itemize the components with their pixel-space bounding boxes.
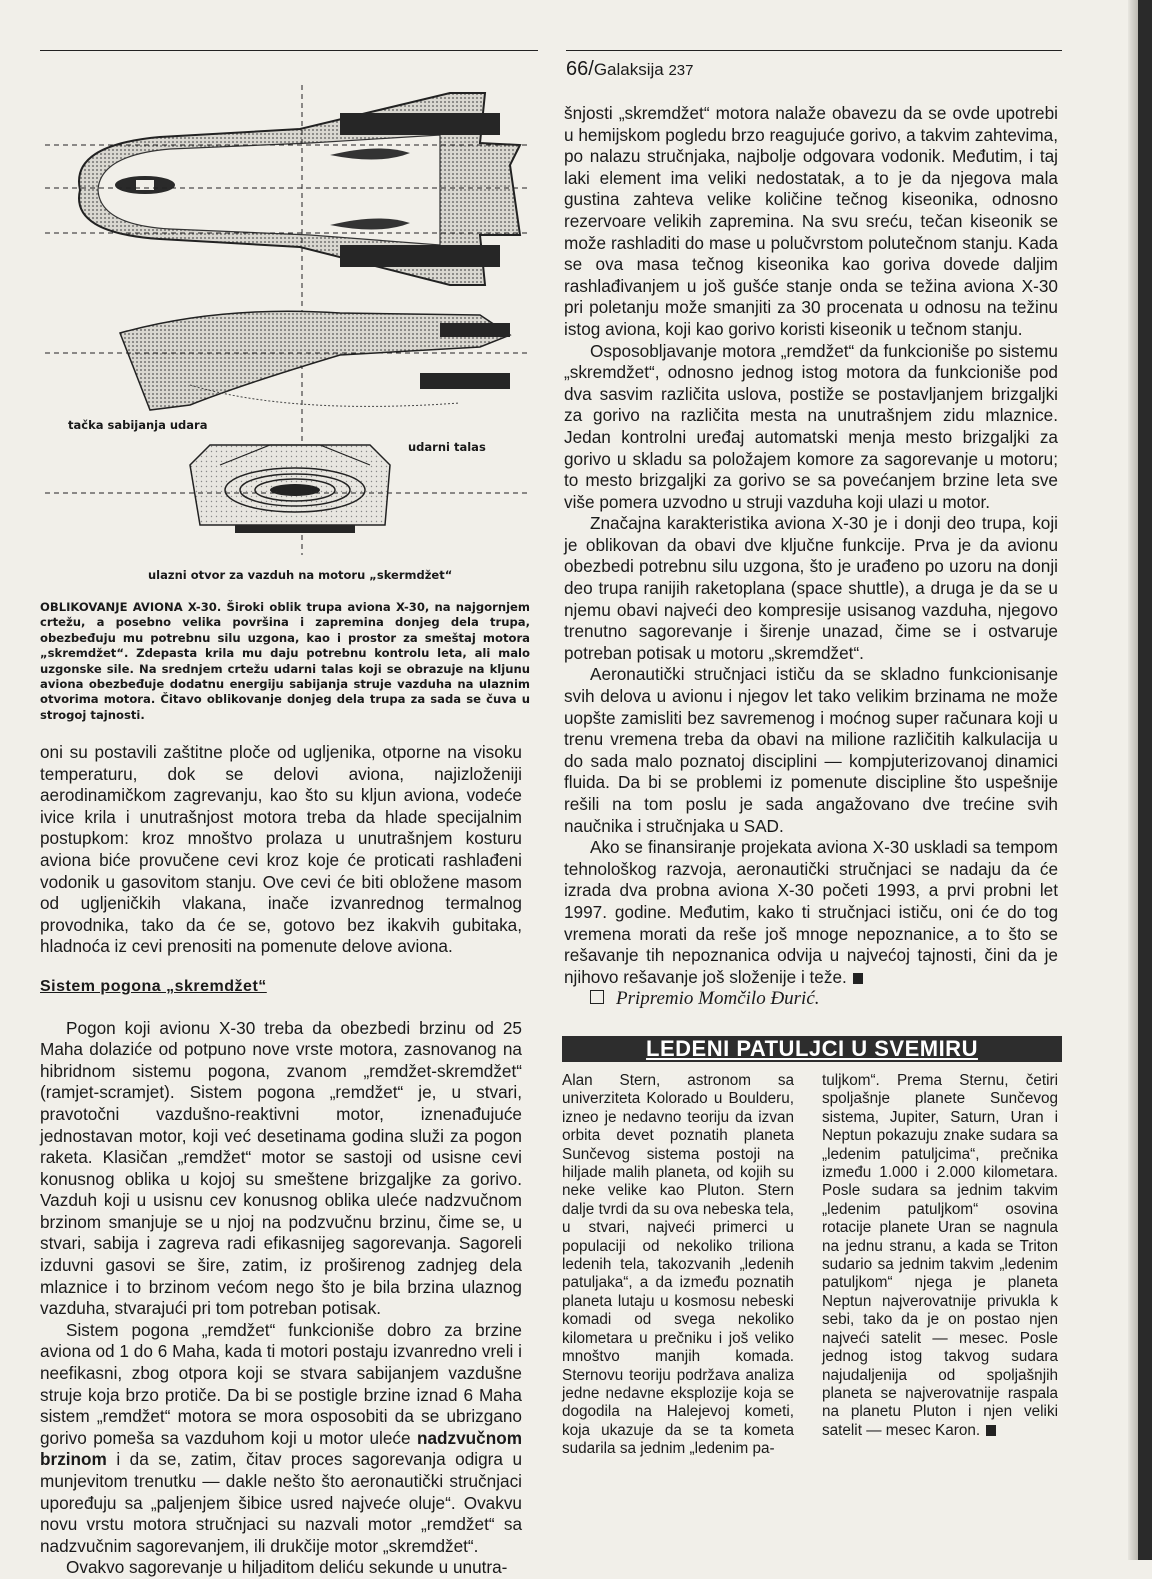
box-column-2: tuljkom“. Prema Sternu, četiri spoljašnje planete Sunčevog sistema, Jupiter, Saturn, Uran i Neptun pokazuju znake sudara sa „ledenim patuljcima“, prečnika između 1.000 i 2.000 kilometara. Posle sudara sa jednim takvim „ledenim patuljkom“ osovina rotacije planete Uran se nagnula na jednu stranu, a kada se Triton sudario sa jednim takvim „ledenim patuljkom“ njega je planeta Neptun najverovatnije privukla k sebi, tako da je on postao njen najveći satelit — mesec. Posle jednog istog takvog sudara najudaljenija od spoljašnjih planeta se najverovatnije raspala na planetu Pluton i njen veliki satelit — mesec Karon. xyxy=(822,1072,1058,1439)
page-header xyxy=(566,58,694,81)
magazine-name: Galaksija xyxy=(593,60,664,79)
paragraph: Značajna karakteristika aviona X-30 je i donji deo trupa, koji je oblikovan da obavi dve ključne funkcije. Prva je da avionu obezbedi potrebnu silu uzgona, što je urađeno po uzoru na donji deo trupa ranijih raketoplana (space shuttle), a druga je da se u njemu obavi najveći deo kompresije usisanog vazduha, njegovo trenutno sagorevanje i širenje unazad, čime se i ostvaruje potreban potisak u motoru „skremdžet“. xyxy=(564,513,1058,663)
page-number: 66/ xyxy=(566,58,594,80)
section-heading: Sistem pogona „skremdžet“ xyxy=(40,977,267,995)
paragraph: Ovakvo sagorevanje u hiljaditom deliću sekunde u unutra- xyxy=(66,1557,508,1578)
label-shock-wave: udarni talas xyxy=(408,440,486,454)
aircraft-figure xyxy=(40,85,530,585)
right-column xyxy=(564,103,1058,1010)
paragraph: šnjosti „skremdžet“ motora nalaže obavezu da se ovde upotrebi u hemijskom pogledu brzo reagujuće gorivo, a takvim zahtevima, po nalazu stručnjaka, najbolje odgovara vodonik. Međutim, i taj laki element ima veliki nedostatak, a to je da njegova mala gustina zahteva velike količine tečnog kiseonika, odnosno rezervoare velikih zapremina. Na svu sreću, tečan kiseonik se može rashladiti do mase u polučvrstom polutečnom stanju. Kada se ova masa tečnog kiseonika kao goriva dovede daljim rashlađivanjem u još gušće stanje onda se težina aviona X-30 pri poletanju može smanjiti za 30 procenata u odnosu na težinu istog aviona, koji kao gorivo koristi kiseonik u tečnom stanju. xyxy=(564,103,1058,339)
left-column xyxy=(40,742,522,1579)
paragraph: oni su postavili zaštitne ploče od ugljenika, otporne na visoku temperaturu, dok se delovi aviona, najizloženiji aerodinamičkom zagrevanju, kao što su kljun aviona, vodeće ivice krila i unutrašnjost motora treba da hlade specijalnim postupkom: kroz mnoštvo prolaza u unutrašnjem kosturu aviona biće provučene cevi kroz koje će proticati rashlađeni vodonik u gasovitom stanju. Ove cevi će biti obložene masom od ugljeničkih vlakana, inače izvanrednog termalnog provodnika, tako da će se, gotovo bez ikakvih gubitaka, hladnoća iz cevi prenositi na pomenute delove aviona. xyxy=(40,742,522,957)
box-column-1: Alan Stern, astronom sa univerziteta Kolorado u Boulderu, izneo je nedavno teoriju da izvan orbita devet poznatih planeta Sunčevog sistema postoji na hiljade malih planeta, od kojih su neke velike kao Pluton. Stern dalje tvrdi da su ova nebeska tela, u stvari, najveći primerci u populaciji od nekoliko triliona ledenih tela, takozvanih „ledenih patuljaka“, a da između poznatih planeta lutaju u kosmosu nebeski komadi od svega nekoliko kilometara u prečniku i još veliko mnoštvo manjih komada. Sternovu teoriju podržava analiza jedne nedavne eksplozije koja se dogodila na Halejevoj kometi, koja ukazuje da se ta kometa sudarila sa jednim „ledenim pa- xyxy=(562,1072,794,1458)
label-compression-point: tačka sabijanja udara xyxy=(68,418,208,432)
paragraph: Osposobljavanje motora „remdžet“ da funkcioniše po sistemu „skremdžet“, odnosno jednog istog motora da funkcioniše pod dva sasvim različita uslova, postiže se postavljanjem brizgaljki za gorivo na različita mesta na unutrašnjem zidu mlaznice. Jedan kontrolni uređaj automatski menja mesto brizgaljki za gorivo u skladu sa položajem komore za sagorevanje u motoru; to mesto brizgaljki za gorivo se sa povećanjem brzine leta sve više pomera uzvodno u struji vazduha koji ulazi u motor. xyxy=(564,340,1058,512)
paragraph: Pogon koji avionu X-30 treba da obezbedi brzinu od 25 Maha dolaziće od potpuno nove vrste motora, zasnovanog na hibridnom sistemu pogona, zvanom „remdžet-skremdžet“ (ramjet-scramjet). Sistem pogona „remdžet“ je, u stvari, pravotočni vazdušno-reaktivni motor, iznenađujuće jednostavan motor, koji već desetinama godina služi za pogon raketa. Klasičan „remdžet“ motor se sastoji od usisne cevi konusnog oblika u kojoj su smeštene brizgaljke za gorivo. Vazduh koji u usisnu cev konusnog oblika uleće nadzvučnom brzinom smanjuje se u njoj na podzvučnu brzinu, čime se, u stvari, sabija i zagreva radi efikasnijeg sagorevanja. Sagoreli izduvni gasovi se šire, zatim, iz proširenog zadnjeg dela mlaznice i to brzinom većom nego što je bila brzina ulaznog vazduha, stvarajući pri tom potreban potisak. xyxy=(40,1017,522,1319)
top-rule-left xyxy=(40,50,538,51)
figure-caption: OBLIKOVANJE AVIONA X-30. Široki oblik trupa aviona X-30, na najgornjem crtežu, a posebno velika površina i zapremina donjeg dela trupa, obezbeđuju mu potrebnu silu uzgona, kao i prostor za smeštaj motora „skremdžet“. Zdepasta krila mu daju potrebnu kontrolu leta, ali malo uzgonske sile. Na srednjem crtežu udarni talas koji se obrazuje na kljunu aviona obezbeđuje dodatnu energiju sabijanja struje vazduha na ulaznim otvorima motora. Čitavo oblikovanje donjeg dela trupa za sada se čuva u strogoj tajnosti. xyxy=(40,600,530,722)
box-icon xyxy=(590,990,604,1004)
end-mark-icon xyxy=(986,1425,996,1436)
label-air-inlet: ulazni otvor za vazduh na motoru „skermdžet“ xyxy=(148,568,453,582)
emphasized-text: nadzvučnom brzinom xyxy=(40,1427,522,1470)
end-mark-icon xyxy=(853,973,863,984)
byline: Pripremio Momčilo Đurić. xyxy=(564,988,1058,1010)
paragraph: Aeronautički stručnjaci ističu da se skladno funkcionisanje svih delova u avionu i njegov let tako velikim brzinama ne može uopšte zamisliti bez savremenog i moćnog super računara koji u trenu vremena treba da obavi na milione različitih kalkulacija u do sada malo poznatoj disciplini — kompjuterizovanoj dinamici fluida. Da bi se problemi iz pomenute discipline što uspešnije rešili na tom poslu je sada angažovano dve trećine svih naučnika i stručnjaka u SAD. xyxy=(564,664,1058,836)
sidebar-box-title: LEDENI PATULJCI U SVEMIRU xyxy=(562,1036,1062,1062)
page-edge-shadow xyxy=(1128,0,1138,1560)
page-edge xyxy=(1138,0,1152,1560)
issue-number: 237 xyxy=(668,62,694,79)
paragraph: Ako se finansiranje projekata aviona X-30 uskladi sa tempom tehnološkog razvoja, aeronautički stručnjaci se nadaju da će izrada dva probna aviona X-30 početi 1993, a prvi probni let 1997. godine. Međutim, kako ti stručnjaci ističu, oni će do tog vremena morati da reše još mnoge nepoznanice, a to što se rešavanje tih nepoznanica odvija u najvećoj tajnosti, čini da je njihovo rešavanje još složenije i teže. xyxy=(564,837,1058,987)
top-rule-right xyxy=(566,50,1062,51)
paragraph: Sistem pogona „remdžet“ funkcioniše dobro za brzine aviona od 1 do 6 Maha, kada ti motori postaju izvanredno vreli i neefikasni, zbog otpora koji se stvara sabijanjem vazdušne struje koja brzo protiče. Da bi se postigle brzine iznad 6 Maha sistem „remdžet“ motora se mora osposobiti da se ubrizgano gorivo pomeša sa vazduhom koji u motor uleće nadzvučnom brzinom i da se, zatim, čitav proces sagorevanja odigra u munjevitom trenutku — dakle nešto što aeronautički stručnjaci upoređuju sa „paljenjem šibice usred najveće oluje“. Ovakvu novu vrstu motora stručnjaci su nazvali motor „remdžet“ sa nadzvučnim sagorevanjem, ili drukčije motor „skremdžet“. xyxy=(40,1319,523,1556)
